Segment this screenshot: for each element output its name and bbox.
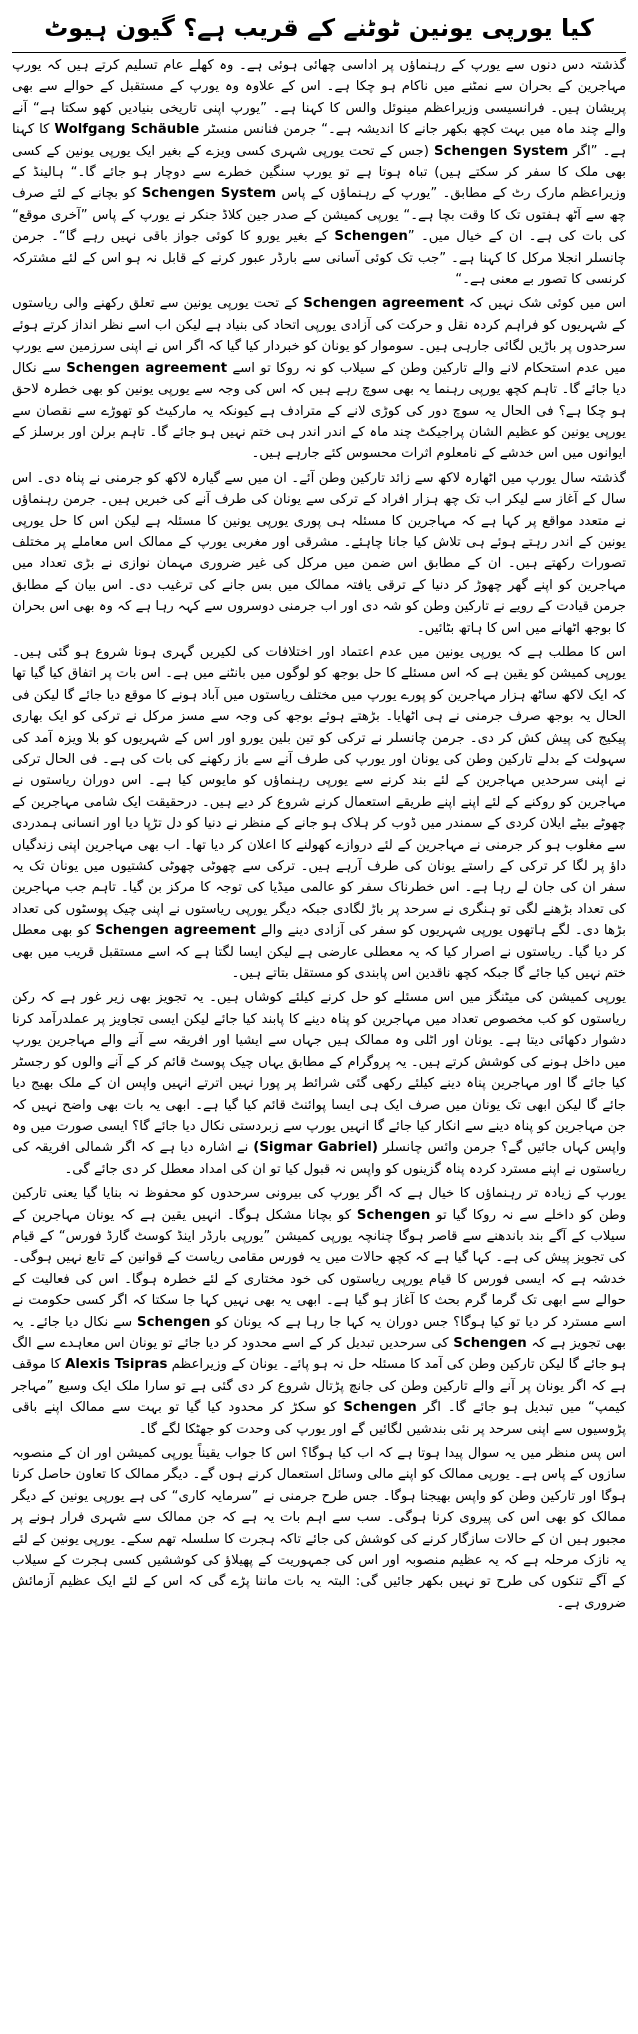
paragraph-text: کی سرحدیں تبدیل کر کے اسے محدود کر دیا جائے تو یونان اس معاہدے سے الگ ہو جائے گا لیکن تارکین وطن کی آمد کا مسئلہ حل نہ ہو پائے۔ یونان کے وزیراعظم [12,1335,626,1373]
latin-term: Schengen agreement [95,923,256,939]
paragraph-2 [12,293,626,464]
paragraph-text: سے نکال دیا جائے۔ یہ بھی تجویز ہے کہ [12,1314,626,1351]
latin-term: Schengen System [141,186,277,202]
paragraph-text: نے اشارہ دیا ہے کہ اگر شمالی افریقہ کی ریاستوں نے اپنے مسترد کردہ پناہ گزینوں کو واپس نہ قبول کیا تو ان کی امداد معطل کر دی جائے گی۔ [12,1140,626,1177]
paragraph-text: یورپی کمیشن کی میٹنگز میں اس مسئلے کو حل کرنے کیلئے کوشاں ہیں۔ یہ تجویز بھی زیر غور ہے کہ رکن ریاستوں کو کب مخصوص تعداد میں مہاجرین کو پناہ دینے کا پابند کیا جائے لیکن ایسی تجاویز پر عملدرآمد کرنا دشوار دکھائی دیتا ہے۔ یونان اور اٹلی وہ ممالک ہیں جہاں سے ایشیا اور افریقہ سے آنے والے مہاجرین یورپ میں داخل ہونے کی کوشش کرتے ہیں۔ یہ پروگرام کے مطابق یہاں چیک پوسٹ قائم کر کے آنے والوں کو رجسٹر کیا جائے گا اور مہاجرین پناہ دینے کیلئے رکھی گئی شرائط پر پورا نہیں اترتے انہیں واپس ان کے ملک بھیج دیا جائے گا لیکن ابھی تک یونان میں صرف ایک ہی ایسا پوائنٹ قائم کیا گیا ہے۔ ابھی یہ بات بھی واضح نہیں کہ جن مہاجرین کو پناہ دینے سے انکار کیا جائے گا انہیں یورپ سے زبردستی نکال دیا جائے گا؟ ایسی صورت میں وہ واپس کہاں جائیں گے؟ جرمن وائس چانسلر [12,990,627,1156]
paragraph-text: سے نکال دیا جائے گا۔ تاہم کچھ یورپی رہنما یہ بھی سوچ رہے ہیں کہ اس کی وجہ سے یورپی یونین کو بھی خطرہ لاحق ہو چکا ہے؟ فی الحال یہ سوچ دور کی کوڑی لانے کے مترادف ہے کیونکہ یہ مارکیٹ کو تھوڑے سے نقصان سے یورپی یونین کو عظیم الشان پراجیکٹ چند ماہ کے اندر اندر ہی ختم نہیں ہو جائے گا۔ تاہم برلن اور برسلز کے ایوانوں میں اس خدشے کے نامعلوم اثرات محسوس کئے جارہے ہیں۔ [12,360,626,462]
paragraph-1 [12,55,626,290]
latin-term: (Sigmar Gabriel) [253,1140,378,1156]
latin-term: Wolfgang Schäuble [54,122,200,138]
paragraph-text: یورپ کے زیادہ تر رہنماؤں کا خیال ہے کہ اگر یورپ کی بیرونی سرحدوں کو محفوظ نہ بنایا گیا یعنی تارکین وطن کو داخلے سے نہ روکا گیا تو [12,1186,626,1223]
paragraph-text: (جس کے تحت یورپی شہری کسی ویزے کے بغیر ایک یورپی یونین کے کسی بھی ملک کا سفر کر سکتے ہیں) تباہ ہوتا ہے تو یورپ سنگین خطرے سے دوچار ہو جائے گا۔“ ہالینڈ کے وزیراعظم مارک رٹ کے مطابق۔ ”یورپ کے رہنماؤں کے پاس [12,143,626,202]
paragraph-text: کو بچانے کے لئے صرف چھ سے آٹھ ہفتوں تک کا وقت بچا ہے۔“ یورپی کمیشن کے صدر جین کلاڈ جنکر نے یورپ کے پاس ”آخری موقع“ کی بات کی ہے۔ ان کے خیال میں۔ ” [12,186,626,245]
paragraph-6 [12,1183,626,1440]
paragraph-text: کو سکڑ کر محدود کیا گیا تو بہت سے ممالک اپنے باقی پڑوسیوں سے اپنی سرحد پر نئی بندشیں لگائیں گے اور یورپ کی وحدت کو جھٹکا لگے گا۔ [12,1400,626,1437]
paragraph-4 [12,642,626,985]
paragraph-5 [12,987,626,1180]
latin-term: Schengen [334,229,408,245]
paragraph-text: کے بغیر یورو کا کوئی جواز باقی نہیں رہے گا“۔ جرمن چانسلر انجلا مرکل کا کہنا ہے۔ ”جب تک کوئی آسانی سے بارڈر عبور کرنے کے قابل نہ ہو اس کے لئے مشترکہ کرنسی کا تصور بے معنی ہے۔“ [12,229,626,288]
paragraph-text: گذشتہ سال یورپ میں اٹھارہ لاکھ سے زائد تارکین وطن آئے۔ ان میں سے گیارہ لاکھ کو جرمنی نے پناہ دی۔ اس سال کے آغاز سے لیکر اب تک چھ ہزار افراد کے ترکی سے یونان کی طرف آنے کی خبریں ہیں۔ جرمن رہنماؤں نے متعدد مواقع پر کہا ہے کہ مہاجرین کا مسئلہ ہی پوری یورپی یونین کا مسئلہ ہے لیکن اس کا حل یورپی یونین کے اندر رہتے ہوئے ہی تلاش کیا جانا چاہئے۔ مشرقی اور مغربی یورپ کے ممالک اس معاملے پر مختلف تصورات رکھتے ہیں۔ ان کے مطابق اس ضمن میں مرکل کی غیر ضروری مہمان نوازی نے بڑی تعداد میں مہاجرین کو اپنے گھر چھوڑ کر دنیا کے ترقی یافتہ ممالک میں بس جانے کی ترغیب دی۔ اس بیان کے مطابق جرمن قیادت کے رویے نے تارکین وطن کو شہ دی اور اب جرمنی دوسروں سے کہہ رہا ہے کہ وہ بھی اس بحران کا بوجھ اٹھانے میں اس کا ہاتھ بٹائیں۔ [12,470,626,636]
latin-term: Schengen agreement [66,360,228,376]
paragraph-7 [12,1443,626,1614]
latin-term: Schengen [343,1400,417,1416]
paragraph-3 [12,468,626,639]
latin-term: Schengen [137,1314,211,1330]
latin-term: Schengen [453,1335,527,1351]
paragraph-text: گذشتہ دس دنوں سے یورپ کے رہنماؤں پر اداسی چھائی ہوئی ہے۔ وہ کھلے عام تسلیم کرتے ہیں کہ یورپ مہاجرین کے بحران سے نمٹنے میں ناکام ہو چکا ہے۔ اس کے علاوہ وہ یورپ کے مستقبل کے حوالے سے بھی پریشان ہیں۔ فرانسیسی وزیراعظم مینوئل والس کا کہنا ہے۔ ”یورپ اپنی تاریخی بنیادیں کھو سکتا ہے“ آنے والے چند ماہ میں بہت کچھ بکھر جانے کا اندیشہ ہے۔“ جرمن فنانس منسٹر [12,58,626,138]
article-body [12,55,626,1614]
paragraph-text: اس کا مطلب ہے کہ یورپی یونین میں عدم اعتماد اور اختلافات کی لکیریں گہری ہونا شروع ہو گئی ہیں۔ یورپی کمیشن کو یقین ہے کہ اس مسئلے کا حل بوجھ کو لوگوں میں بانٹنے میں ہے۔ اس بات پر اتفاق کیا گیا تھا کہ ایک لاکھ ساٹھ ہزار مہاجرین کو پورے یورپ میں مختلف ریاستوں میں آباد ہونے کا موقع دیا جائے گا لیکن فی الحال یہ بوجھ صرف جرمنی نے ہی اٹھایا۔ بڑھتے ہوئے بوجھ کی وجہ سے مسز مرکل نے ترکی کو ایک بھاری پیکیج کی پیش کش کر دی۔ جرمن چانسلر نے ترکی کو تین بلین یورو اور اس کے شہریوں کو بلا ویزہ آمد کی سہولت کے بدلے تارکین وطن کی یونان اور یورپ کی طرف آنے سے باز رکھنے کی بات کی ہے۔ فی الحال ترکی نے اپنی سرحدیں مہاجرین کے لئے بند کرنے سے یورپی رہنماؤں کو مایوس کیا ہے۔ اس دوران ریاستوں نے مہاجرین کو روکنے کے لئے اپنے اپنے طریقے استعمال کرنے شروع کر دیے ہیں۔ درحقیقت ایک شامی مہاجرین کے چھوٹے بیٹے ایلان کردی کے سمندر میں ڈوب کر ہلاک ہو جانے کے منظر نے دنیا کو دل تڑپا دیا اور انسانی ہمدردی سے مغلوب ہو کر جرمنی نے مہاجرین کے لئے دروازے کھولنے کا اعلان کر دیا تھا۔ اب بھی مہاجرین اپنی زندگیاں داؤ پر لگا کر ترکی کے راستے یونان کی طرف آرہے ہیں۔ ترکی سے چھوٹی چھوٹی کشتیوں میں یونان تک یہ سفر ان کی جان لے رہا ہے۔ اس خطرناک سفر کو عالمی میڈیا کی توجہ کا مرکز بن گیا۔ تاہم جب مہاجرین کی تعداد بڑھنے لگی تو ہنگری نے سرحد پر باڑ لگادی جبکہ دیگر یورپی ریاستوں نے اپنی چیک پوسٹوں کی تعداد بڑھا دی۔ لگے ہاتھوں یورپی شہریوں کو سفر کی آزادی دینے والے [12,644,627,939]
latin-term: Schengen System [434,143,569,159]
latin-term: Schengen agreement [303,296,464,312]
latin-term: Schengen [356,1207,431,1223]
latin-term: Alexis Tsipras [65,1357,168,1373]
paragraph-text: کے تحت یورپی یونین سے تعلق رکھنے والی ریاستوں کے شہریوں کو فراہم کردہ نقل و حرکت کی آزادی یورپی اتحاد کی بنیاد ہے لیکن اب اسے نظر انداز کرتے ہوئے سرحدوں پر باڑیں لگائی جارہی ہیں۔ سوموار کو یونان کو خبردار کیا گیا کہ اگر اس نے اپنی سرزمین سے یورپ میں عدم استحکام لانے والے تارکین وطن کے سیلاب کو نہ روکا تو اسے [12,296,626,376]
paragraph-text: اس میں کوئی شک نہیں کہ [463,296,626,312]
paragraph-text: کا موقف ہے کہ اگر یونان پر آنے والے تارکین وطن کی جانچ پڑتال شروع کر دی گئی ہے تو سارا ملک ایک وسیع ”مہاجر کیمپ“ میں تبدیل ہو جائے گا۔ اگر [12,1357,626,1416]
paragraph-text: کا کہنا ہے۔ ”اگر [12,122,626,159]
article-headline: کیا یورپی یونین ٹوٹنے کے قریب ہے؟ گیون ہیوٹ [12,8,626,53]
paragraph-text: اس پس منظر میں یہ سوال پیدا ہوتا ہے کہ اب کیا ہوگا؟ اس کا جواب یقیناً یورپی کمیشن اور ان کے منصوبہ سازوں کے پاس ہے۔ یورپی ممالک کو اپنے مالی وسائل استعمال کرنے ہوں گے۔ دیگر ممالک کا تعاون حاصل کرنا ہوگا اور تارکین وطن کو واپس بھیجنا ہوگا۔ جس طرح جرمنی نے ”سرمایہ کاری“ کی ہے یورپی یونین کے دیگر ممالک کو بھی اس کی پیروی کرنا ہوگی۔ سب سے اہم بات یہ ہے کہ جن ممالک سے شہری فرار ہونے پر مجبور ہیں ان کے حالات سازگار کرنے کی کوشش کی جائے تاکہ ہجرت کا سلسلہ تھم سکے۔ یورپی یونین کے لئے یہ نازک مرحلہ ہے کہ یہ عظیم منصوبہ اور اس کی جمہوریت کے پھیلاؤ کی کوششیں کسی ہجرت کے سیلاب کے آگے تنکوں کی طرح تو نہیں بکھر جائیں گی: البتہ یہ بات ماننا پڑے گی کہ اس کے لئے ایک عظیم آزمائش ضروری ہے۔ [12,1446,626,1611]
paragraph-text: کو بچانا مشکل ہوگا۔ انہیں یقین ہے کہ یونان مہاجرین کے سیلاب کے آگے بند باندھنے سے قاصر ہوگا چنانچہ یورپی کمیشن ”یورپی بارڈر اینڈ کوسٹ گارڈ فورس“ کے قیام کی تجویز پیش کی ہے۔ کہا گیا ہے کہ کچھ حالات میں یہ فورس مقامی ریاست کے قوانین کے تابع نہیں ہوگی۔ خدشہ ہے کہ ایسی فورس کا قیام یورپی ریاستوں کی خود مختاری کے لئے خطرہ ہوگا۔ اس کی فعالیت کے حوالے سے ابھی تک گرما گرم بحث کا آغاز ہو گیا ہے۔ ابھی یہ بھی نہیں کہا جا سکتا کہ اگر کسی حکومت نے اسے مسترد کر دیا تو کیا ہوگا؟ جس دوران یہ کہا جا رہا ہے کہ یونان کو [12,1207,626,1330]
paragraph-text: کو بھی معطل کر دیا گیا۔ ریاستوں نے اصرار کیا کہ یہ معطلی عارضی ہے لیکن ایسا لگتا ہے کہ اسے مستقبل قریب میں بھی ختم نہیں کیا جائے گا جبکہ کچھ ناقدین اس پابندی کو مستقل بتاتے ہیں۔ [12,923,626,982]
